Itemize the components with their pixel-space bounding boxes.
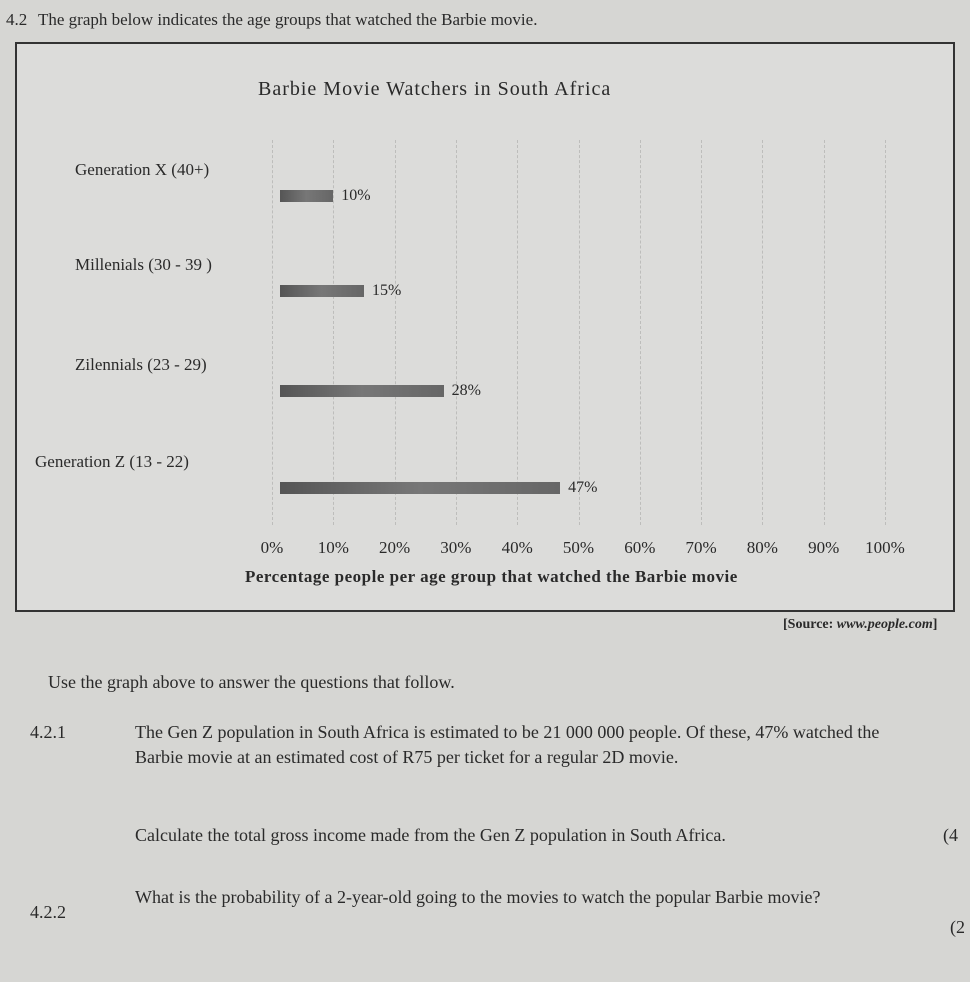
gridline [701,140,702,525]
gridline [885,140,886,525]
bar [280,385,444,397]
source-site: www.people.com [836,617,933,632]
gridline [456,140,457,525]
source-citation [783,617,937,633]
bar [280,190,333,202]
question-4-2-2-text: What is the probability of a 2-year-old going to the movies to watch the popular Barbie movie? [135,887,821,907]
x-axis-label: Percentage people per age group that watched the Barbie movie [245,567,738,586]
question-4-2-1-marks: (4 [943,825,958,845]
gridline [640,140,641,525]
x-tick-label: 0% [260,538,284,557]
bar [280,482,560,494]
chart-title: Barbie Movie Watchers in South Africa [258,78,612,100]
x-tick-label: 10% [317,538,349,557]
gridline [517,140,518,525]
chart-frame [15,42,955,612]
instruction: Use the graph above to answer the questions that follow. [48,672,455,692]
gridline [333,140,334,525]
gridline [272,140,273,525]
x-tick-label: 30% [440,538,472,557]
x-tick-label: 90% [808,538,840,557]
data-label: 10% [341,187,371,204]
question-4-2-1-number: 4.2.1 [30,722,66,742]
x-tick-label: 60% [624,538,656,557]
x-tick-label: 50% [562,538,595,557]
x-tick-label: 70% [685,538,717,557]
gridline [824,140,825,525]
question-number: 4.2 [6,10,28,29]
category-label: Millenials (30 - 39 ) [75,255,212,274]
data-label: 28% [451,382,481,399]
x-tick-label: 80% [746,538,778,557]
question-4-2-1-task: Calculate the total gross income made from the Gen Z population in South Africa. [135,825,726,845]
x-tick-label: 40% [501,538,533,557]
gridline [395,140,396,525]
data-label: 47% [568,479,598,496]
x-tick-label: 100% [865,538,905,557]
category-label: Zilennials (23 - 29) [75,355,207,374]
question-4-2-1-text: The Gen Z population in South Africa is estimated to be 21 000 000 people. Of these, 47% watched the Barbie movie at an estimated cost of R75 per ticket for a regular 2D movie. [135,722,880,767]
source-prefix: [Source: [783,617,837,632]
data-label: 15% [371,282,402,299]
gridline [762,140,763,525]
gridline [579,140,580,525]
question-intro: The graph below indicates the age groups that watched the Barbie movie. [38,10,538,29]
question-4-2-2-number: 4.2.2 [30,902,66,922]
source-suffix: ] [932,617,938,632]
category-label: Generation X (40+) [75,160,210,179]
question-4-2-2-marks: (2 [950,917,965,937]
bar [280,285,364,297]
x-tick-label: 20% [379,538,411,557]
category-label: Generation Z (13 - 22) [35,452,189,471]
